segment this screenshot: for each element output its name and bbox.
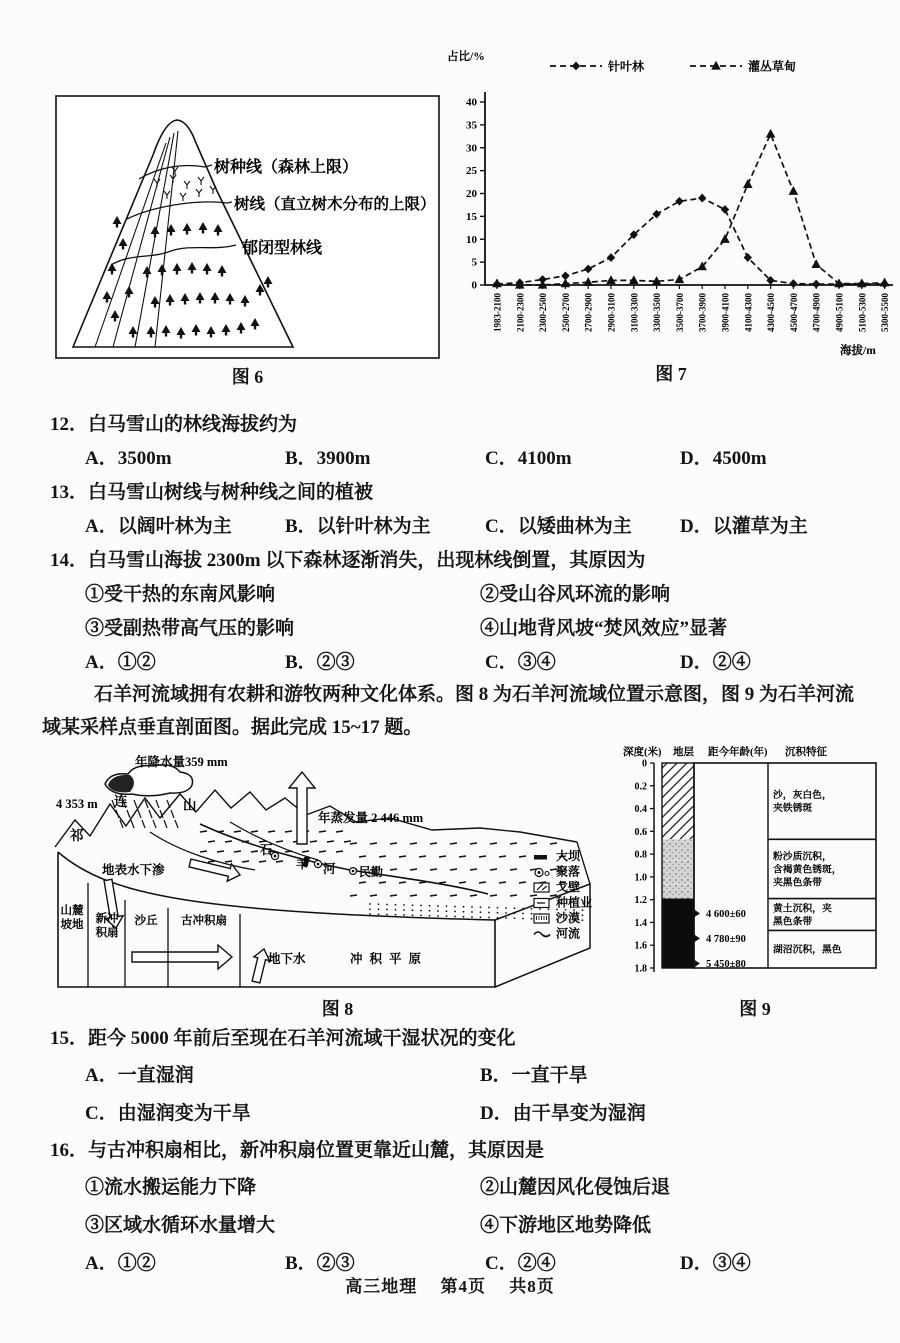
svg-text:含褐黄色锈斑，: 含褐黄色锈斑， bbox=[773, 864, 842, 876]
groundwater-label: 地下水 bbox=[268, 952, 306, 966]
svg-text:大坝: 大坝 bbox=[556, 849, 581, 863]
svg-text:30: 30 bbox=[466, 142, 477, 155]
svg-text:湖沼沉积，黑色: 湖沼沉积，黑色 bbox=[773, 944, 842, 956]
svg-text:新冲: 新冲 bbox=[95, 913, 119, 925]
footer-total: 共8页 bbox=[509, 1277, 555, 1296]
svg-text:0.4: 0.4 bbox=[634, 804, 647, 816]
svg-text:羊: 羊 bbox=[296, 857, 309, 871]
svg-text:粉沙质沉积，: 粉沙质沉积， bbox=[773, 851, 832, 863]
svg-text:夹铁锈斑: 夹铁锈斑 bbox=[773, 803, 813, 815]
svg-text:河: 河 bbox=[323, 862, 336, 876]
q13-option-a: A．以阔叶林为主 bbox=[85, 515, 232, 537]
q14-text: 白马雪山海拔 2300m 以下森林逐渐消失，出现林线倒置，其原因为 bbox=[88, 549, 646, 571]
svg-text:聚落: 聚落 bbox=[556, 864, 581, 879]
q16-stem bbox=[0, 1130, 900, 1166]
svg-text:黄土沉积，夹: 黄土沉积，夹 bbox=[773, 903, 832, 915]
figure8-svg bbox=[50, 752, 625, 997]
figure6-treeline-diagram bbox=[55, 95, 440, 360]
svg-text:连: 连 bbox=[114, 794, 128, 809]
svg-text:0.2: 0.2 bbox=[634, 781, 647, 793]
svg-text:0.6: 0.6 bbox=[634, 826, 647, 838]
tree-species-line-label: 树种线（森林上限） bbox=[214, 159, 359, 176]
svg-text:5100-5300: 5100-5300 bbox=[857, 293, 868, 332]
svg-text:沙丘: 沙丘 bbox=[134, 915, 158, 927]
svg-text:0: 0 bbox=[642, 758, 647, 770]
q13-number: 13． bbox=[50, 481, 89, 503]
q15-text: 距今 5000 年前后至现在石羊河流域干湿状况的变化 bbox=[88, 1027, 516, 1049]
footer-page: 第4页 bbox=[440, 1277, 486, 1296]
svg-text:1.4: 1.4 bbox=[634, 917, 647, 929]
q12-number: 12． bbox=[50, 413, 89, 435]
svg-text:沉积特征: 沉积特征 bbox=[785, 747, 827, 758]
q12-option-d: D．4500m bbox=[680, 447, 767, 469]
q12-option-c: C．4100m bbox=[485, 447, 572, 469]
svg-text:4 600±60: 4 600±60 bbox=[706, 908, 746, 920]
svg-text:海拔/m: 海拔/m bbox=[840, 345, 876, 357]
svg-text:3700-3900: 3700-3900 bbox=[697, 293, 708, 332]
svg-text:3300-3500: 3300-3500 bbox=[652, 293, 663, 332]
svg-text:沙，灰白色，: 沙，灰白色， bbox=[773, 790, 832, 802]
figure8-decorations bbox=[104, 772, 583, 983]
figure6-svg bbox=[55, 95, 440, 360]
svg-text:山: 山 bbox=[183, 798, 197, 813]
q15-option-c: C．由湿润变为干旱 bbox=[85, 1102, 251, 1124]
footer-course: 高三地理 bbox=[345, 1277, 418, 1296]
q12-options bbox=[0, 439, 900, 473]
svg-text:2700-2900: 2700-2900 bbox=[583, 293, 594, 332]
figure7-chart bbox=[445, 42, 897, 362]
svg-text:4500-4700: 4500-4700 bbox=[788, 293, 799, 332]
q14-number: 14． bbox=[50, 549, 89, 571]
svg-text:深度(米): 深度(米) bbox=[623, 747, 662, 758]
figure9-caption: 图 9 bbox=[739, 999, 771, 1019]
svg-text:15: 15 bbox=[466, 210, 477, 223]
q14-option-c: C．③④ bbox=[485, 651, 556, 673]
tree-line-label: 树线（直立树木分布的上限） bbox=[234, 196, 436, 213]
svg-text:河流: 河流 bbox=[556, 926, 581, 941]
q14-item-4: ④山地背风坡“焚风效应”显著 bbox=[480, 617, 728, 639]
q16-items-row1 bbox=[0, 1166, 900, 1204]
q15-number: 15． bbox=[50, 1027, 89, 1049]
q13-option-c: C．以矮曲林为主 bbox=[485, 515, 632, 537]
svg-text:2100-2300: 2100-2300 bbox=[515, 293, 526, 332]
q14-options bbox=[0, 643, 900, 677]
svg-text:4700-4900: 4700-4900 bbox=[811, 293, 822, 332]
svg-text:3900-4100: 3900-4100 bbox=[720, 293, 731, 332]
passage bbox=[42, 678, 872, 744]
figure7-caption: 图 7 bbox=[655, 364, 687, 384]
q16-option-c: C．②④ bbox=[485, 1252, 556, 1274]
q12-stem bbox=[0, 405, 900, 439]
svg-text:4100-4300: 4100-4300 bbox=[743, 293, 754, 332]
q13-option-d: D．以灌草为主 bbox=[680, 515, 808, 537]
svg-text:黑色条带: 黑色条带 bbox=[773, 916, 813, 928]
q16-item-2: ②山麓因风化侵蚀后退 bbox=[480, 1176, 671, 1198]
svg-text:山麓: 山麓 bbox=[60, 905, 84, 917]
q14-items-row1 bbox=[0, 575, 900, 609]
passage-line2: 域某采样点垂直剖面图。据此完成 15~17 题。 bbox=[42, 717, 423, 738]
svg-text:民勤: 民勤 bbox=[359, 865, 384, 879]
q14-option-d: D．②④ bbox=[680, 651, 751, 673]
q16-option-b: B．②③ bbox=[285, 1252, 355, 1274]
q16-item-3: ③区域水循环水量增大 bbox=[85, 1214, 276, 1236]
svg-text:4 780±90: 4 780±90 bbox=[706, 933, 746, 945]
figure8-caption: 图 8 bbox=[321, 999, 354, 1019]
figure7-svg bbox=[445, 42, 897, 362]
plain-label: 冲积平原 bbox=[350, 952, 429, 966]
q12-text: 白马雪山的林线海拔约为 bbox=[88, 413, 298, 435]
q16-item-1: ①流水搬运能力下降 bbox=[85, 1176, 257, 1198]
figure9-svg bbox=[620, 740, 890, 992]
svg-text:2500-2700: 2500-2700 bbox=[560, 293, 571, 332]
figure6-caption: 图 6 bbox=[231, 367, 264, 387]
q15-stem bbox=[0, 1018, 900, 1054]
q12-option-b: B．3900m bbox=[285, 447, 371, 469]
q16-text: 与古冲积扇相比，新冲积扇位置更靠近山麓，其原因是 bbox=[88, 1139, 545, 1161]
svg-text:夹黑色条带: 夹黑色条带 bbox=[773, 877, 822, 889]
questions-15-16 bbox=[0, 1018, 900, 1280]
evaporation-label: 年蒸发量 2 446 mm bbox=[318, 811, 424, 825]
svg-text:1.2: 1.2 bbox=[634, 895, 647, 907]
svg-text:戈壁: 戈壁 bbox=[556, 880, 581, 894]
svg-text:35: 35 bbox=[466, 119, 477, 132]
svg-text:1983-2100: 1983-2100 bbox=[492, 293, 503, 332]
svg-text:灌丛草甸: 灌丛草甸 bbox=[748, 59, 797, 74]
svg-text:20: 20 bbox=[466, 188, 477, 200]
q15-option-d: D．由干旱变为湿润 bbox=[480, 1102, 646, 1124]
q13-stem bbox=[0, 473, 900, 507]
q14-items-row2 bbox=[0, 609, 900, 643]
passage-line1: 石羊河流域拥有农耕和游牧两种文化体系。图 8 为石羊河流域位置示意图，图 9 为石羊河流 bbox=[94, 684, 855, 705]
svg-text:2300-2500: 2300-2500 bbox=[538, 293, 549, 332]
svg-text:积扇: 积扇 bbox=[95, 927, 119, 939]
q14-stem bbox=[0, 541, 900, 575]
svg-text:3100-3300: 3100-3300 bbox=[629, 293, 640, 332]
svg-text:25: 25 bbox=[466, 165, 477, 178]
svg-text:地层: 地层 bbox=[673, 747, 694, 758]
svg-text:祁: 祁 bbox=[70, 828, 84, 843]
svg-text:3500-3700: 3500-3700 bbox=[674, 293, 685, 332]
q13-option-b: B．以针叶林为主 bbox=[285, 515, 431, 537]
svg-text:10: 10 bbox=[466, 233, 477, 246]
svg-text:占比/%: 占比/% bbox=[447, 51, 485, 63]
infiltration-label: 地表水下渗 bbox=[102, 863, 165, 877]
svg-text:种植业: 种植业 bbox=[556, 895, 593, 910]
figure9-core-profile bbox=[620, 740, 890, 992]
q15-options-row1 bbox=[0, 1054, 900, 1092]
q14-item-2: ②受山谷风环流的影响 bbox=[480, 583, 671, 605]
svg-text:4300-4500: 4300-4500 bbox=[766, 293, 777, 332]
svg-text:古冲积扇: 古冲积扇 bbox=[181, 915, 227, 927]
q14-item-3: ③受副热带高气压的影响 bbox=[85, 617, 295, 639]
q16-option-d: D．③④ bbox=[680, 1252, 751, 1274]
q16-items-row2 bbox=[0, 1204, 900, 1242]
precipitation-label: 年降水量359 mm bbox=[135, 755, 228, 769]
svg-text:5300-5500: 5300-5500 bbox=[880, 293, 891, 332]
q15-options-row2 bbox=[0, 1092, 900, 1130]
peak-elevation-label: 4 353 m bbox=[56, 797, 98, 811]
q13-text: 白马雪山树线与树种线之间的植被 bbox=[88, 481, 374, 503]
svg-text:沙漠: 沙漠 bbox=[556, 911, 581, 925]
figure8-basin-diagram bbox=[50, 752, 625, 997]
svg-text:2900-3100: 2900-3100 bbox=[606, 293, 617, 332]
mountain-range bbox=[55, 790, 577, 847]
q15-option-b: B．一直干旱 bbox=[480, 1064, 588, 1086]
q12-option-a: A．3500m bbox=[85, 447, 172, 469]
river-main bbox=[200, 824, 488, 894]
q14-item-1: ①受干热的东南风影响 bbox=[85, 583, 276, 605]
q16-item-4: ④下游地区地势降低 bbox=[480, 1214, 652, 1236]
q14-option-a: A．①② bbox=[85, 651, 156, 673]
svg-text:4900-5100: 4900-5100 bbox=[834, 293, 845, 332]
closed-forest-line-label: 郁闭型林线 bbox=[242, 240, 323, 257]
zone-labels bbox=[60, 903, 228, 939]
q16-number: 16． bbox=[50, 1139, 89, 1161]
page-footer bbox=[0, 1272, 900, 1297]
figure9-body bbox=[623, 745, 876, 975]
svg-text:0.8: 0.8 bbox=[634, 849, 647, 861]
svg-text:5: 5 bbox=[471, 256, 477, 269]
svg-text:40: 40 bbox=[466, 96, 477, 109]
questions-12-14 bbox=[0, 405, 900, 677]
svg-text:1.8: 1.8 bbox=[634, 963, 647, 975]
svg-text:0: 0 bbox=[471, 279, 477, 292]
q15-option-a: A．一直湿润 bbox=[85, 1064, 194, 1086]
svg-text:5 450±80: 5 450±80 bbox=[706, 958, 746, 970]
q13-options bbox=[0, 507, 900, 541]
svg-text:1.0: 1.0 bbox=[634, 872, 647, 884]
svg-text:坡地: 坡地 bbox=[60, 919, 84, 931]
q14-option-b: B．②③ bbox=[285, 651, 355, 673]
q16-option-a: A．①② bbox=[85, 1252, 156, 1274]
svg-text:距今年龄(年): 距今年龄(年) bbox=[708, 747, 768, 758]
svg-text:1.6: 1.6 bbox=[634, 940, 647, 952]
svg-text:石: 石 bbox=[260, 843, 273, 857]
svg-text:针叶林: 针叶林 bbox=[608, 59, 645, 74]
